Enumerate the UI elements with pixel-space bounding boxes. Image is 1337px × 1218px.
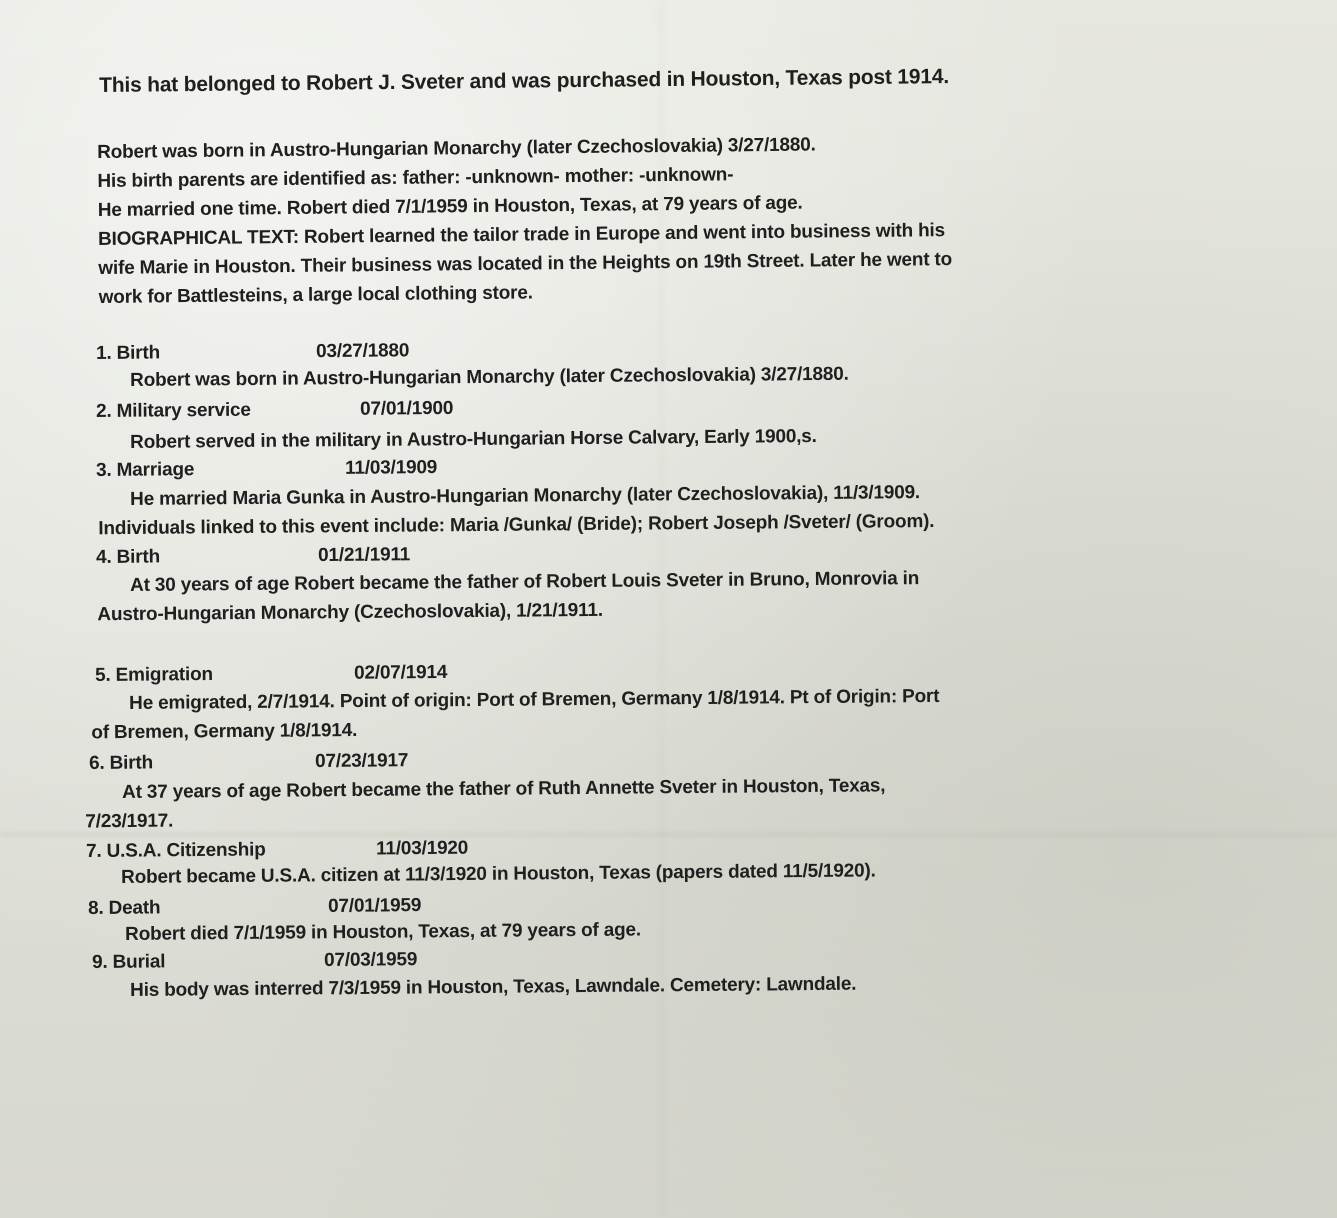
event-date: 01/21/1911 [317,544,411,567]
event-heading [89,750,409,775]
event-date: 11/03/1909 [344,457,438,479]
event-heading [95,661,448,687]
event-line: At 37 years of age Robert became the father of Ruth Annette Sveter in Houston, Texas, [122,775,886,803]
event-line: 7/23/1917. [85,810,174,833]
event-description [91,682,940,747]
event-description [125,915,641,949]
event-line: His body was interred 7/3/1959 in Houston, Texas, Lawndale. Cemetery: Lawndale. [130,973,857,1001]
intro-line: BIOGRAPHICAL TEXT: Robert learned the tailor trade in Europe and went into business with his [97,220,946,250]
event-date: 07/01/1900 [359,397,454,420]
event-label: 8. Death [88,897,161,919]
event-description [130,970,856,1005]
event-description [130,360,849,395]
event-line: Robert was born in Austro-Hungarian Monarchy (later Czechoslovakia) 3/27/1880. [130,363,849,391]
intro-line: His birth parents are identified as: father: -unknown- mother: -unknown- [97,164,734,192]
intro-line: He married one time. Robert died 7/1/1959 in Houston, Texas, at 79 years of age. [97,192,803,221]
event-line: Robert died 7/1/1959 in Houston, Texas, at 79 years of age. [125,919,642,945]
event-description [98,475,1230,543]
event-label: 1. Birth [96,342,161,364]
event-label: 6. Birth [89,752,154,774]
event-label: 4. Birth [96,546,161,568]
event-line: Robert served in the military in Austro-Hungarian Horse Calvary, Early 1900,s. [130,426,817,453]
event-heading [96,544,411,569]
event-line: Austro-Hungarian Monarchy (Czechoslovakia), 1/21/1911. [97,599,603,626]
event-line: At 30 years of age Robert became the father of Robert Louis Sveter in Bruno, Monrovia in [130,568,920,596]
intro-line: wife Marie in Houston. Their business was located in the Heights on 19th Street. Later he went to [98,249,953,279]
event-line: Robert became U.S.A. citizen at 11/3/1920 in Houston, Texas (papers dated 11/5/1920). [121,860,876,888]
event-heading [88,895,422,920]
event-description [97,564,920,629]
intro-line: Robert was born in Austro-Hungarian Monarchy (later Czechoslovakia) 3/27/1880. [97,134,816,163]
event-line: He married Maria Gunka in Austro-Hungarian Monarchy (later Czechoslovakia), 11/3/1909. [130,482,921,510]
event-description [130,422,817,457]
event-label: 7. U.S.A. Citizenship [86,839,266,862]
event-heading [86,837,469,863]
event-line: Individuals linked to this event include: Maria /Gunka/ (Bride); Robert Joseph /Sveter/ (Groom). [98,510,935,540]
event-date: 11/03/1920 [375,837,469,860]
event-line: of Bremen, Germany 1/8/1914. [91,720,358,744]
intro-line: work for Battlesteins, a large local clothing store. [98,282,533,308]
event-heading [92,949,418,974]
event-date: 02/07/1914 [353,661,448,684]
event-date: 07/03/1959 [323,949,418,971]
event-description [85,771,886,836]
document-title: This hat belonged to Robert J. Sveter and was purchased in Houston, Texas post 1914. [99,65,950,97]
event-line: He emigrated, 2/7/1914. Point of origin: Port of Bremen, Germany 1/8/1914. Pt of Origin: Port [129,685,940,714]
event-heading [96,340,410,365]
event-description [121,856,876,892]
event-heading [96,397,454,423]
event-date: 03/27/1880 [315,340,410,363]
event-date: 07/23/1917 [314,750,409,773]
event-heading [96,457,438,482]
event-label: 3. Marriage [96,459,195,481]
event-date: 07/01/1959 [327,895,422,917]
event-label: 2. Military service [96,399,251,422]
event-label: 9. Burial [92,951,166,973]
event-label: 5. Emigration [95,663,213,686]
